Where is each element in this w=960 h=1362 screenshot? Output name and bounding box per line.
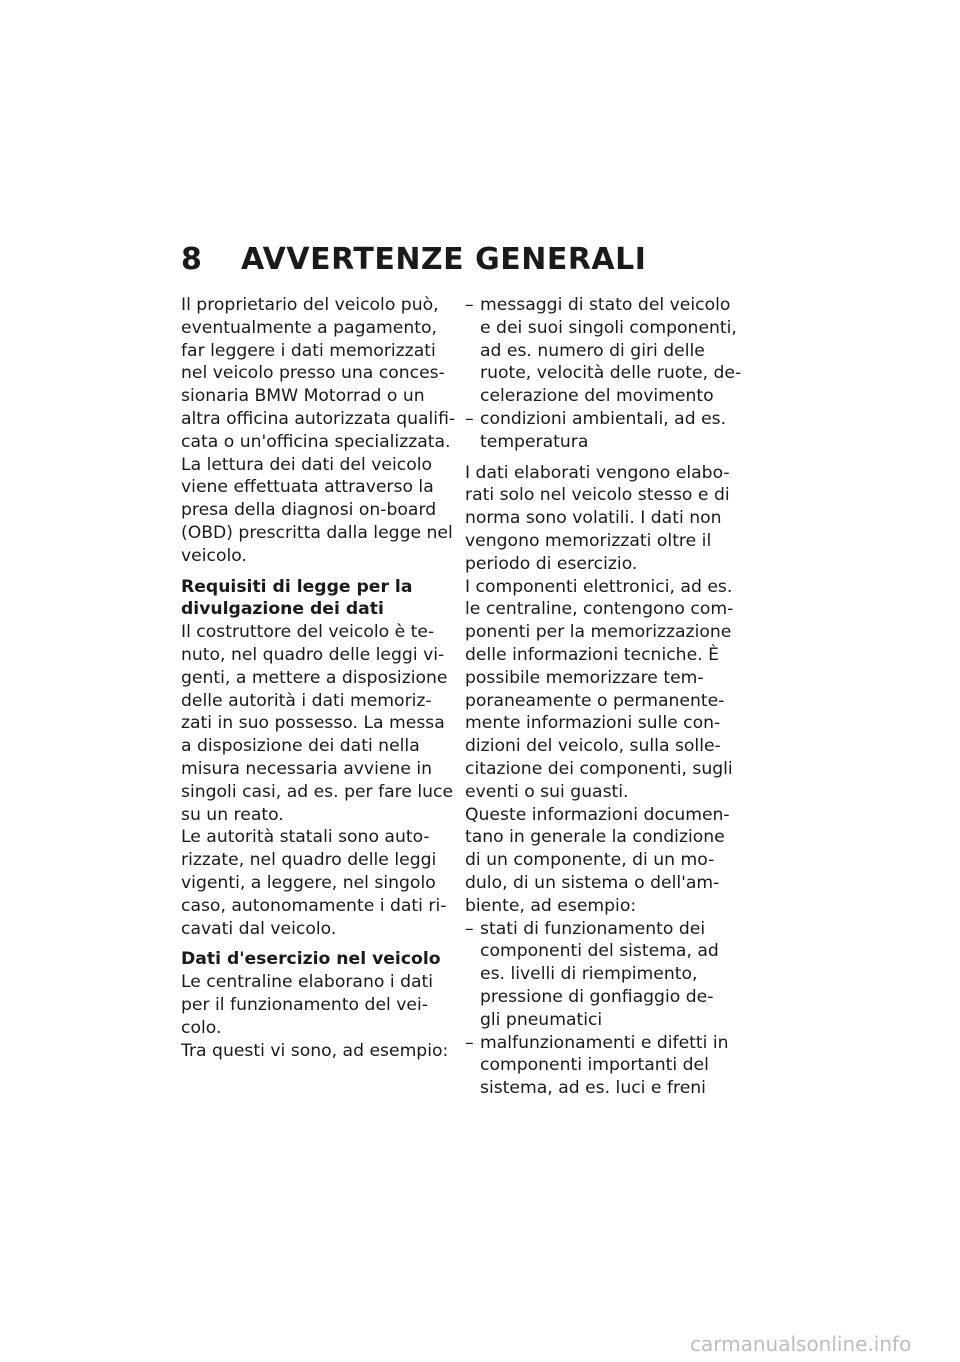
section-heading-legal [181, 576, 463, 622]
text-line: temperatura [480, 431, 589, 452]
list-item [465, 1032, 755, 1100]
text-line: veicolo. [181, 545, 247, 566]
text-line: possibile memorizzare tem- [465, 667, 704, 688]
text-line: componenti del sistema, ad [480, 941, 719, 962]
text-line: altra officina autorizzata qualifi- [181, 408, 456, 429]
list-item [465, 408, 755, 454]
text-line: I componenti elettronici, ad es. [465, 576, 733, 597]
bullet-list-vehicle-data [465, 294, 755, 454]
dash-bullet: – [465, 408, 474, 429]
footer-watermark: carmanualsonline.info [690, 1332, 912, 1356]
text-line: Tra questi vi sono, ad esempio: [181, 1040, 449, 1061]
text-line: rati solo nel veicolo stesso e di [465, 485, 730, 506]
text-line: Queste informazioni documen- [465, 804, 730, 825]
text-line: messaggi di stato del veicolo [480, 295, 731, 315]
storage-paragraph [465, 462, 755, 918]
text-line: Le centraline elaborano i dati [181, 972, 434, 993]
section-heading-operating-data [181, 948, 463, 971]
text-line: stati di funzionamento dei [480, 918, 706, 939]
list-item [465, 294, 755, 408]
text-line: nuto, nel quadro delle leggi vi- [181, 644, 445, 665]
text-line: colo. [181, 1017, 222, 1038]
text-line: ad es. numero di giri delle [480, 340, 705, 361]
text-line: poraneamente o permanente- [465, 690, 725, 711]
text-line: malfunzionamenti e difetti in [480, 1032, 729, 1053]
text-line: sistema, ad es. luci e freni [480, 1078, 706, 1099]
text-line: viene effettuata attraverso la [181, 477, 434, 498]
text-line: tano in generale la condizione [465, 827, 725, 848]
chapter-number: 8 [181, 242, 203, 277]
text-line: norma sono volatili. I dati non [465, 508, 722, 529]
right-column [465, 294, 755, 1100]
text-line: singoli casi, ad es. per fare luce [181, 781, 454, 802]
text-line: rizzate, nel quadro delle leggi [181, 850, 437, 871]
text-line: I dati elaborati vengono elabo- [465, 462, 730, 483]
heading-line: Requisiti di legge per la [181, 576, 413, 597]
text-line: sionaria BMW Motorrad o un [181, 386, 425, 407]
text-line: le centraline, contengono com- [465, 599, 734, 620]
text-line: caso, autonomamente i dati ri- [181, 895, 447, 916]
text-line: misura necessaria avviene in [181, 758, 433, 779]
heading-line: Dati d'esercizio nel veicolo [181, 949, 441, 970]
dash-bullet: – [465, 1032, 474, 1053]
text-line: delle autorità i dati memoriz- [181, 690, 432, 711]
text-line: componenti importanti del [480, 1055, 709, 1076]
text-line: cata o un'officina specializzata. [181, 431, 451, 452]
legal-paragraph [181, 621, 463, 940]
text-line: dulo, di un sistema o dell'am- [465, 872, 720, 893]
text-line: a disposizione dei dati nella [181, 736, 420, 757]
text-line: cavati dal veicolo. [181, 918, 337, 939]
text-line: mente informazioni sulle con- [465, 713, 721, 734]
text-line: La lettura dei dati del veicolo [181, 454, 432, 475]
text-line: condizioni ambientali, ad es. [480, 408, 727, 429]
bullet-list-component-states [465, 918, 755, 1100]
text-line: Il proprietario del veicolo può, [181, 295, 439, 315]
text-line: gli pneumatici [480, 1009, 603, 1030]
text-line: periodo di esercizio. [465, 553, 638, 574]
left-column [181, 294, 463, 1062]
text-line: vigenti, a leggere, nel singolo [181, 872, 436, 893]
text-line: vengono memorizzati oltre il [465, 530, 712, 551]
list-item [465, 918, 755, 1032]
text-line: far leggere i dati memorizzati [181, 340, 436, 361]
text-line: delle informazioni tecniche. È [465, 644, 719, 665]
text-line: su un reato. [181, 804, 284, 825]
text-line: e dei suoi singoli componenti, [480, 317, 737, 338]
text-line: ruote, velocità delle ruote, de- [480, 363, 742, 384]
text-line: zati in suo possesso. La messa [181, 713, 445, 734]
chapter-heading [181, 236, 646, 284]
text-line: (OBD) prescritta dalla legge nel [181, 522, 453, 543]
text-line: genti, a mettere a disposizione [181, 667, 448, 688]
text-line: di un componente, di un mo- [465, 850, 715, 871]
text-line: per il funzionamento del vei- [181, 994, 428, 1015]
text-line: citazione dei componenti, sugli [465, 758, 733, 779]
text-line: biente, ad esempio: [465, 895, 637, 916]
heading-line: divulgazione dei dati [181, 599, 384, 620]
text-line: presa della diagnosi on-board [181, 500, 437, 521]
text-line: es. livelli di riempimento, [480, 964, 698, 985]
operating-data-paragraph [181, 971, 463, 1062]
text-line: eventualmente a pagamento, [181, 317, 437, 338]
dash-bullet: – [465, 295, 474, 315]
text-line: pressione di gonfiaggio de- [480, 986, 714, 1007]
text-line: Le autorità statali sono auto- [181, 827, 430, 848]
intro-paragraph [181, 294, 463, 568]
text-line: nel veicolo presso una conces- [181, 363, 445, 384]
text-line: eventi o sui guasti. [465, 781, 629, 802]
chapter-title: AVVERTENZE GENERALI [241, 242, 647, 277]
text-line: celerazione del movimento [480, 386, 714, 407]
text-line: dizioni del veicolo, sulla solle- [465, 736, 721, 757]
dash-bullet: – [465, 918, 474, 939]
text-line: Il costruttore del veicolo è te- [181, 622, 435, 643]
text-line: ponenti per la memorizzazione [465, 622, 732, 643]
